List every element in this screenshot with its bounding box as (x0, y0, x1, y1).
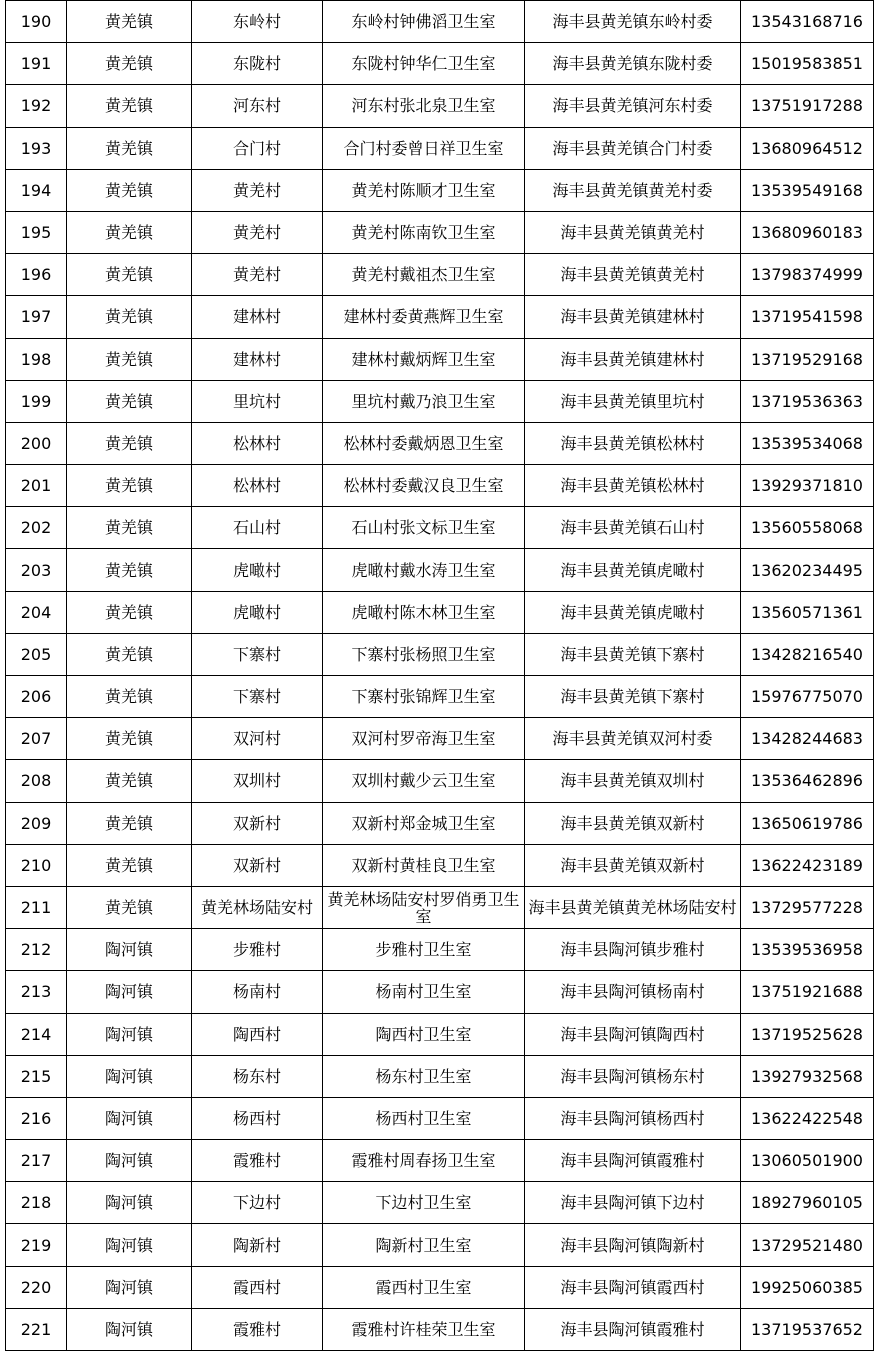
table-row (6, 338, 874, 380)
table-row (6, 1013, 874, 1055)
address-cell: 海丰县黄羌镇石山村 (525, 507, 741, 549)
address-cell: 海丰县黄羌镇双新村 (525, 802, 741, 844)
table-row (6, 211, 874, 253)
address-cell: 海丰县黄羌镇黄羌村 (525, 211, 741, 253)
village-cell: 陶新村 (192, 1224, 323, 1266)
village-cell: 双新村 (192, 802, 323, 844)
row-number-cell: 207 (6, 718, 67, 760)
table-row (6, 1055, 874, 1097)
clinic-name-cell: 步雅村卫生室 (323, 929, 525, 971)
phone-cell: 13927932568 (741, 1055, 874, 1097)
village-cell: 双河村 (192, 718, 323, 760)
clinic-name-cell: 虎噉村戴水涛卫生室 (323, 549, 525, 591)
row-number-cell: 193 (6, 127, 67, 169)
row-number-cell: 219 (6, 1224, 67, 1266)
village-cell: 建林村 (192, 338, 323, 380)
phone-cell: 13751917288 (741, 85, 874, 127)
village-cell: 霞雅村 (192, 1140, 323, 1182)
phone-cell: 13543168716 (741, 1, 874, 43)
table-row (6, 718, 874, 760)
row-number-cell: 214 (6, 1013, 67, 1055)
town-cell: 黄羌镇 (67, 886, 192, 928)
table-row (6, 43, 874, 85)
row-number-cell: 192 (6, 85, 67, 127)
town-cell: 黄羌镇 (67, 676, 192, 718)
clinic-name-cell: 霞雅村许桂荣卫生室 (323, 1308, 525, 1350)
phone-cell: 13560571361 (741, 591, 874, 633)
clinic-name-cell: 建林村戴炳辉卫生室 (323, 338, 525, 380)
phone-cell: 13719529168 (741, 338, 874, 380)
address-cell: 海丰县黄羌镇双河村委 (525, 718, 741, 760)
phone-cell: 18927960105 (741, 1182, 874, 1224)
row-number-cell: 208 (6, 760, 67, 802)
village-cell: 东陇村 (192, 43, 323, 85)
village-cell: 霞西村 (192, 1266, 323, 1308)
town-cell: 黄羌镇 (67, 422, 192, 464)
address-cell: 海丰县黄羌镇黄羌村委 (525, 169, 741, 211)
village-cell: 黄羌村 (192, 169, 323, 211)
row-number-cell: 194 (6, 169, 67, 211)
address-cell: 海丰县黄羌镇建林村 (525, 296, 741, 338)
village-cell: 虎噉村 (192, 591, 323, 633)
phone-cell: 13060501900 (741, 1140, 874, 1182)
village-cell: 石山村 (192, 507, 323, 549)
row-number-cell: 212 (6, 929, 67, 971)
town-cell: 黄羌镇 (67, 85, 192, 127)
row-number-cell: 206 (6, 676, 67, 718)
address-cell: 海丰县陶河镇杨西村 (525, 1097, 741, 1139)
clinic-name-cell: 双圳村戴少云卫生室 (323, 760, 525, 802)
row-number-cell: 199 (6, 380, 67, 422)
town-cell: 陶河镇 (67, 971, 192, 1013)
clinic-name-cell: 杨西村卫生室 (323, 1097, 525, 1139)
phone-cell: 13719525628 (741, 1013, 874, 1055)
town-cell: 黄羌镇 (67, 254, 192, 296)
table-row (6, 254, 874, 296)
table-row (6, 85, 874, 127)
village-cell: 虎噉村 (192, 549, 323, 591)
town-cell: 黄羌镇 (67, 844, 192, 886)
table-row (6, 971, 874, 1013)
table-row (6, 676, 874, 718)
address-cell: 海丰县黄羌镇虎噉村 (525, 549, 741, 591)
clinic-name-cell: 东岭村钟佛滔卫生室 (323, 1, 525, 43)
village-cell: 建林村 (192, 296, 323, 338)
town-cell: 陶河镇 (67, 1097, 192, 1139)
phone-cell: 15019583851 (741, 43, 874, 85)
row-number-cell: 203 (6, 549, 67, 591)
address-cell: 海丰县陶河镇陶新村 (525, 1224, 741, 1266)
table-row (6, 633, 874, 675)
address-cell: 海丰县陶河镇陶西村 (525, 1013, 741, 1055)
table-row (6, 127, 874, 169)
table-row (6, 169, 874, 211)
phone-cell: 13719536363 (741, 380, 874, 422)
clinic-name-cell: 陶西村卫生室 (323, 1013, 525, 1055)
town-cell: 黄羌镇 (67, 760, 192, 802)
village-cell: 东岭村 (192, 1, 323, 43)
village-cell: 下寨村 (192, 676, 323, 718)
phone-cell: 13428244683 (741, 718, 874, 760)
row-number-cell: 198 (6, 338, 67, 380)
clinic-name-cell: 陶新村卫生室 (323, 1224, 525, 1266)
town-cell: 陶河镇 (67, 1013, 192, 1055)
village-cell: 双圳村 (192, 760, 323, 802)
phone-cell: 13719537652 (741, 1308, 874, 1350)
village-cell: 步雅村 (192, 929, 323, 971)
clinic-name-cell: 霞雅村周春扬卫生室 (323, 1140, 525, 1182)
village-cell: 合门村 (192, 127, 323, 169)
row-number-cell: 191 (6, 43, 67, 85)
table-row (6, 929, 874, 971)
table-row (6, 886, 874, 928)
town-cell: 黄羌镇 (67, 127, 192, 169)
address-cell: 海丰县黄羌镇双新村 (525, 844, 741, 886)
phone-cell: 13680960183 (741, 211, 874, 253)
town-cell: 陶河镇 (67, 1140, 192, 1182)
town-cell: 陶河镇 (67, 1182, 192, 1224)
row-number-cell: 190 (6, 1, 67, 43)
town-cell: 黄羌镇 (67, 338, 192, 380)
address-cell: 海丰县黄羌镇建林村 (525, 338, 741, 380)
village-cell: 黄羌林场陆安村 (192, 886, 323, 928)
phone-cell: 13719541598 (741, 296, 874, 338)
clinic-name-cell: 松林村委戴汉良卫生室 (323, 465, 525, 507)
clinic-name-cell: 下寨村张锦辉卫生室 (323, 676, 525, 718)
clinic-name-cell: 双新村郑金城卫生室 (323, 802, 525, 844)
clinic-name-cell: 松林村委戴炳恩卫生室 (323, 422, 525, 464)
table-row (6, 380, 874, 422)
table-row (6, 1308, 874, 1350)
row-number-cell: 211 (6, 886, 67, 928)
phone-cell: 13539534068 (741, 422, 874, 464)
row-number-cell: 210 (6, 844, 67, 886)
phone-cell: 13539549168 (741, 169, 874, 211)
phone-cell: 13929371810 (741, 465, 874, 507)
table-row (6, 1182, 874, 1224)
town-cell: 陶河镇 (67, 1055, 192, 1097)
address-cell: 海丰县陶河镇杨东村 (525, 1055, 741, 1097)
row-number-cell: 200 (6, 422, 67, 464)
clinic-name-cell: 虎噉村陈木林卫生室 (323, 591, 525, 633)
clinic-name-cell: 黄羌村戴祖杰卫生室 (323, 254, 525, 296)
town-cell: 黄羌镇 (67, 1, 192, 43)
town-cell: 黄羌镇 (67, 507, 192, 549)
clinic-name-cell: 霞西村卫生室 (323, 1266, 525, 1308)
clinic-name-cell: 下寨村张杨照卫生室 (323, 633, 525, 675)
village-cell: 下寨村 (192, 633, 323, 675)
table-row (6, 549, 874, 591)
phone-cell: 13536462896 (741, 760, 874, 802)
town-cell: 陶河镇 (67, 1308, 192, 1350)
row-number-cell: 195 (6, 211, 67, 253)
village-cell: 下边村 (192, 1182, 323, 1224)
town-cell: 黄羌镇 (67, 296, 192, 338)
row-number-cell: 213 (6, 971, 67, 1013)
address-cell: 海丰县黄羌镇里坑村 (525, 380, 741, 422)
phone-cell: 13539536958 (741, 929, 874, 971)
address-cell: 海丰县黄羌镇虎噉村 (525, 591, 741, 633)
phone-cell: 13798374999 (741, 254, 874, 296)
address-cell: 海丰县黄羌镇东岭村委 (525, 1, 741, 43)
town-cell: 黄羌镇 (67, 465, 192, 507)
row-number-cell: 205 (6, 633, 67, 675)
clinic-name-cell: 河东村张北泉卫生室 (323, 85, 525, 127)
address-cell: 海丰县陶河镇下边村 (525, 1182, 741, 1224)
row-number-cell: 197 (6, 296, 67, 338)
address-cell: 海丰县陶河镇霞雅村 (525, 1308, 741, 1350)
village-cell: 松林村 (192, 422, 323, 464)
row-number-cell: 196 (6, 254, 67, 296)
row-number-cell: 204 (6, 591, 67, 633)
phone-cell: 19925060385 (741, 1266, 874, 1308)
village-cell: 河东村 (192, 85, 323, 127)
town-cell: 黄羌镇 (67, 43, 192, 85)
clinic-name-cell: 黄羌村陈南钦卫生室 (323, 211, 525, 253)
phone-cell: 13729577228 (741, 886, 874, 928)
clinic-table (5, 0, 874, 1351)
phone-cell: 13622422548 (741, 1097, 874, 1139)
clinic-name-cell: 黄羌村陈顺才卫生室 (323, 169, 525, 211)
table-row (6, 1, 874, 43)
row-number-cell: 209 (6, 802, 67, 844)
clinic-name-cell: 双新村黄桂良卫生室 (323, 844, 525, 886)
table-body (6, 1, 874, 1351)
phone-cell: 13620234495 (741, 549, 874, 591)
address-cell: 海丰县黄羌镇下寨村 (525, 633, 741, 675)
town-cell: 黄羌镇 (67, 169, 192, 211)
town-cell: 黄羌镇 (67, 802, 192, 844)
clinic-name-cell: 里坑村戴乃浪卫生室 (323, 380, 525, 422)
address-cell: 海丰县黄羌镇松林村 (525, 422, 741, 464)
address-cell: 海丰县黄羌镇下寨村 (525, 676, 741, 718)
table-row (6, 844, 874, 886)
phone-cell: 13751921688 (741, 971, 874, 1013)
row-number-cell: 202 (6, 507, 67, 549)
town-cell: 黄羌镇 (67, 633, 192, 675)
clinic-name-cell: 黄羌林场陆安村罗俏勇卫生室 (323, 886, 525, 928)
clinic-name-cell: 东陇村钟华仁卫生室 (323, 43, 525, 85)
clinic-name-cell: 石山村张文标卫生室 (323, 507, 525, 549)
village-cell: 杨南村 (192, 971, 323, 1013)
table-row (6, 1266, 874, 1308)
clinic-name-cell: 建林村委黄燕辉卫生室 (323, 296, 525, 338)
phone-cell: 13428216540 (741, 633, 874, 675)
phone-cell: 13650619786 (741, 802, 874, 844)
address-cell: 海丰县黄羌镇合门村委 (525, 127, 741, 169)
town-cell: 黄羌镇 (67, 380, 192, 422)
address-cell: 海丰县黄羌镇东陇村委 (525, 43, 741, 85)
table-row (6, 591, 874, 633)
address-cell: 海丰县陶河镇霞西村 (525, 1266, 741, 1308)
town-cell: 陶河镇 (67, 1266, 192, 1308)
address-cell: 海丰县黄羌镇河东村委 (525, 85, 741, 127)
address-cell: 海丰县陶河镇霞雅村 (525, 1140, 741, 1182)
town-cell: 陶河镇 (67, 1224, 192, 1266)
table-row (6, 1140, 874, 1182)
town-cell: 黄羌镇 (67, 591, 192, 633)
town-cell: 黄羌镇 (67, 211, 192, 253)
row-number-cell: 201 (6, 465, 67, 507)
village-cell: 黄羌村 (192, 211, 323, 253)
table-row (6, 296, 874, 338)
village-cell: 松林村 (192, 465, 323, 507)
phone-cell: 13560558068 (741, 507, 874, 549)
address-cell: 海丰县陶河镇杨南村 (525, 971, 741, 1013)
table-row (6, 465, 874, 507)
clinic-name-cell: 杨南村卫生室 (323, 971, 525, 1013)
table-row (6, 422, 874, 464)
phone-cell: 13622423189 (741, 844, 874, 886)
address-cell: 海丰县黄羌镇黄羌村 (525, 254, 741, 296)
village-cell: 杨东村 (192, 1055, 323, 1097)
town-cell: 黄羌镇 (67, 718, 192, 760)
table-row (6, 802, 874, 844)
row-number-cell: 220 (6, 1266, 67, 1308)
phone-cell: 13680964512 (741, 127, 874, 169)
row-number-cell: 218 (6, 1182, 67, 1224)
address-cell: 海丰县陶河镇步雅村 (525, 929, 741, 971)
row-number-cell: 215 (6, 1055, 67, 1097)
address-cell: 海丰县黄羌镇松林村 (525, 465, 741, 507)
town-cell: 陶河镇 (67, 929, 192, 971)
table-row (6, 1097, 874, 1139)
address-cell: 海丰县黄羌镇双圳村 (525, 760, 741, 802)
clinic-name-cell: 杨东村卫生室 (323, 1055, 525, 1097)
address-cell: 海丰县黄羌镇黄羌林场陆安村 (525, 886, 741, 928)
row-number-cell: 217 (6, 1140, 67, 1182)
phone-cell: 15976775070 (741, 676, 874, 718)
table-row (6, 507, 874, 549)
row-number-cell: 221 (6, 1308, 67, 1350)
village-cell: 杨西村 (192, 1097, 323, 1139)
table-row (6, 1224, 874, 1266)
town-cell: 黄羌镇 (67, 549, 192, 591)
clinic-name-cell: 下边村卫生室 (323, 1182, 525, 1224)
village-cell: 陶西村 (192, 1013, 323, 1055)
village-cell: 双新村 (192, 844, 323, 886)
village-cell: 里坑村 (192, 380, 323, 422)
village-cell: 霞雅村 (192, 1308, 323, 1350)
table-row (6, 760, 874, 802)
clinic-name-cell: 合门村委曾日祥卫生室 (323, 127, 525, 169)
phone-cell: 13729521480 (741, 1224, 874, 1266)
row-number-cell: 216 (6, 1097, 67, 1139)
village-cell: 黄羌村 (192, 254, 323, 296)
clinic-name-cell: 双河村罗帝海卫生室 (323, 718, 525, 760)
